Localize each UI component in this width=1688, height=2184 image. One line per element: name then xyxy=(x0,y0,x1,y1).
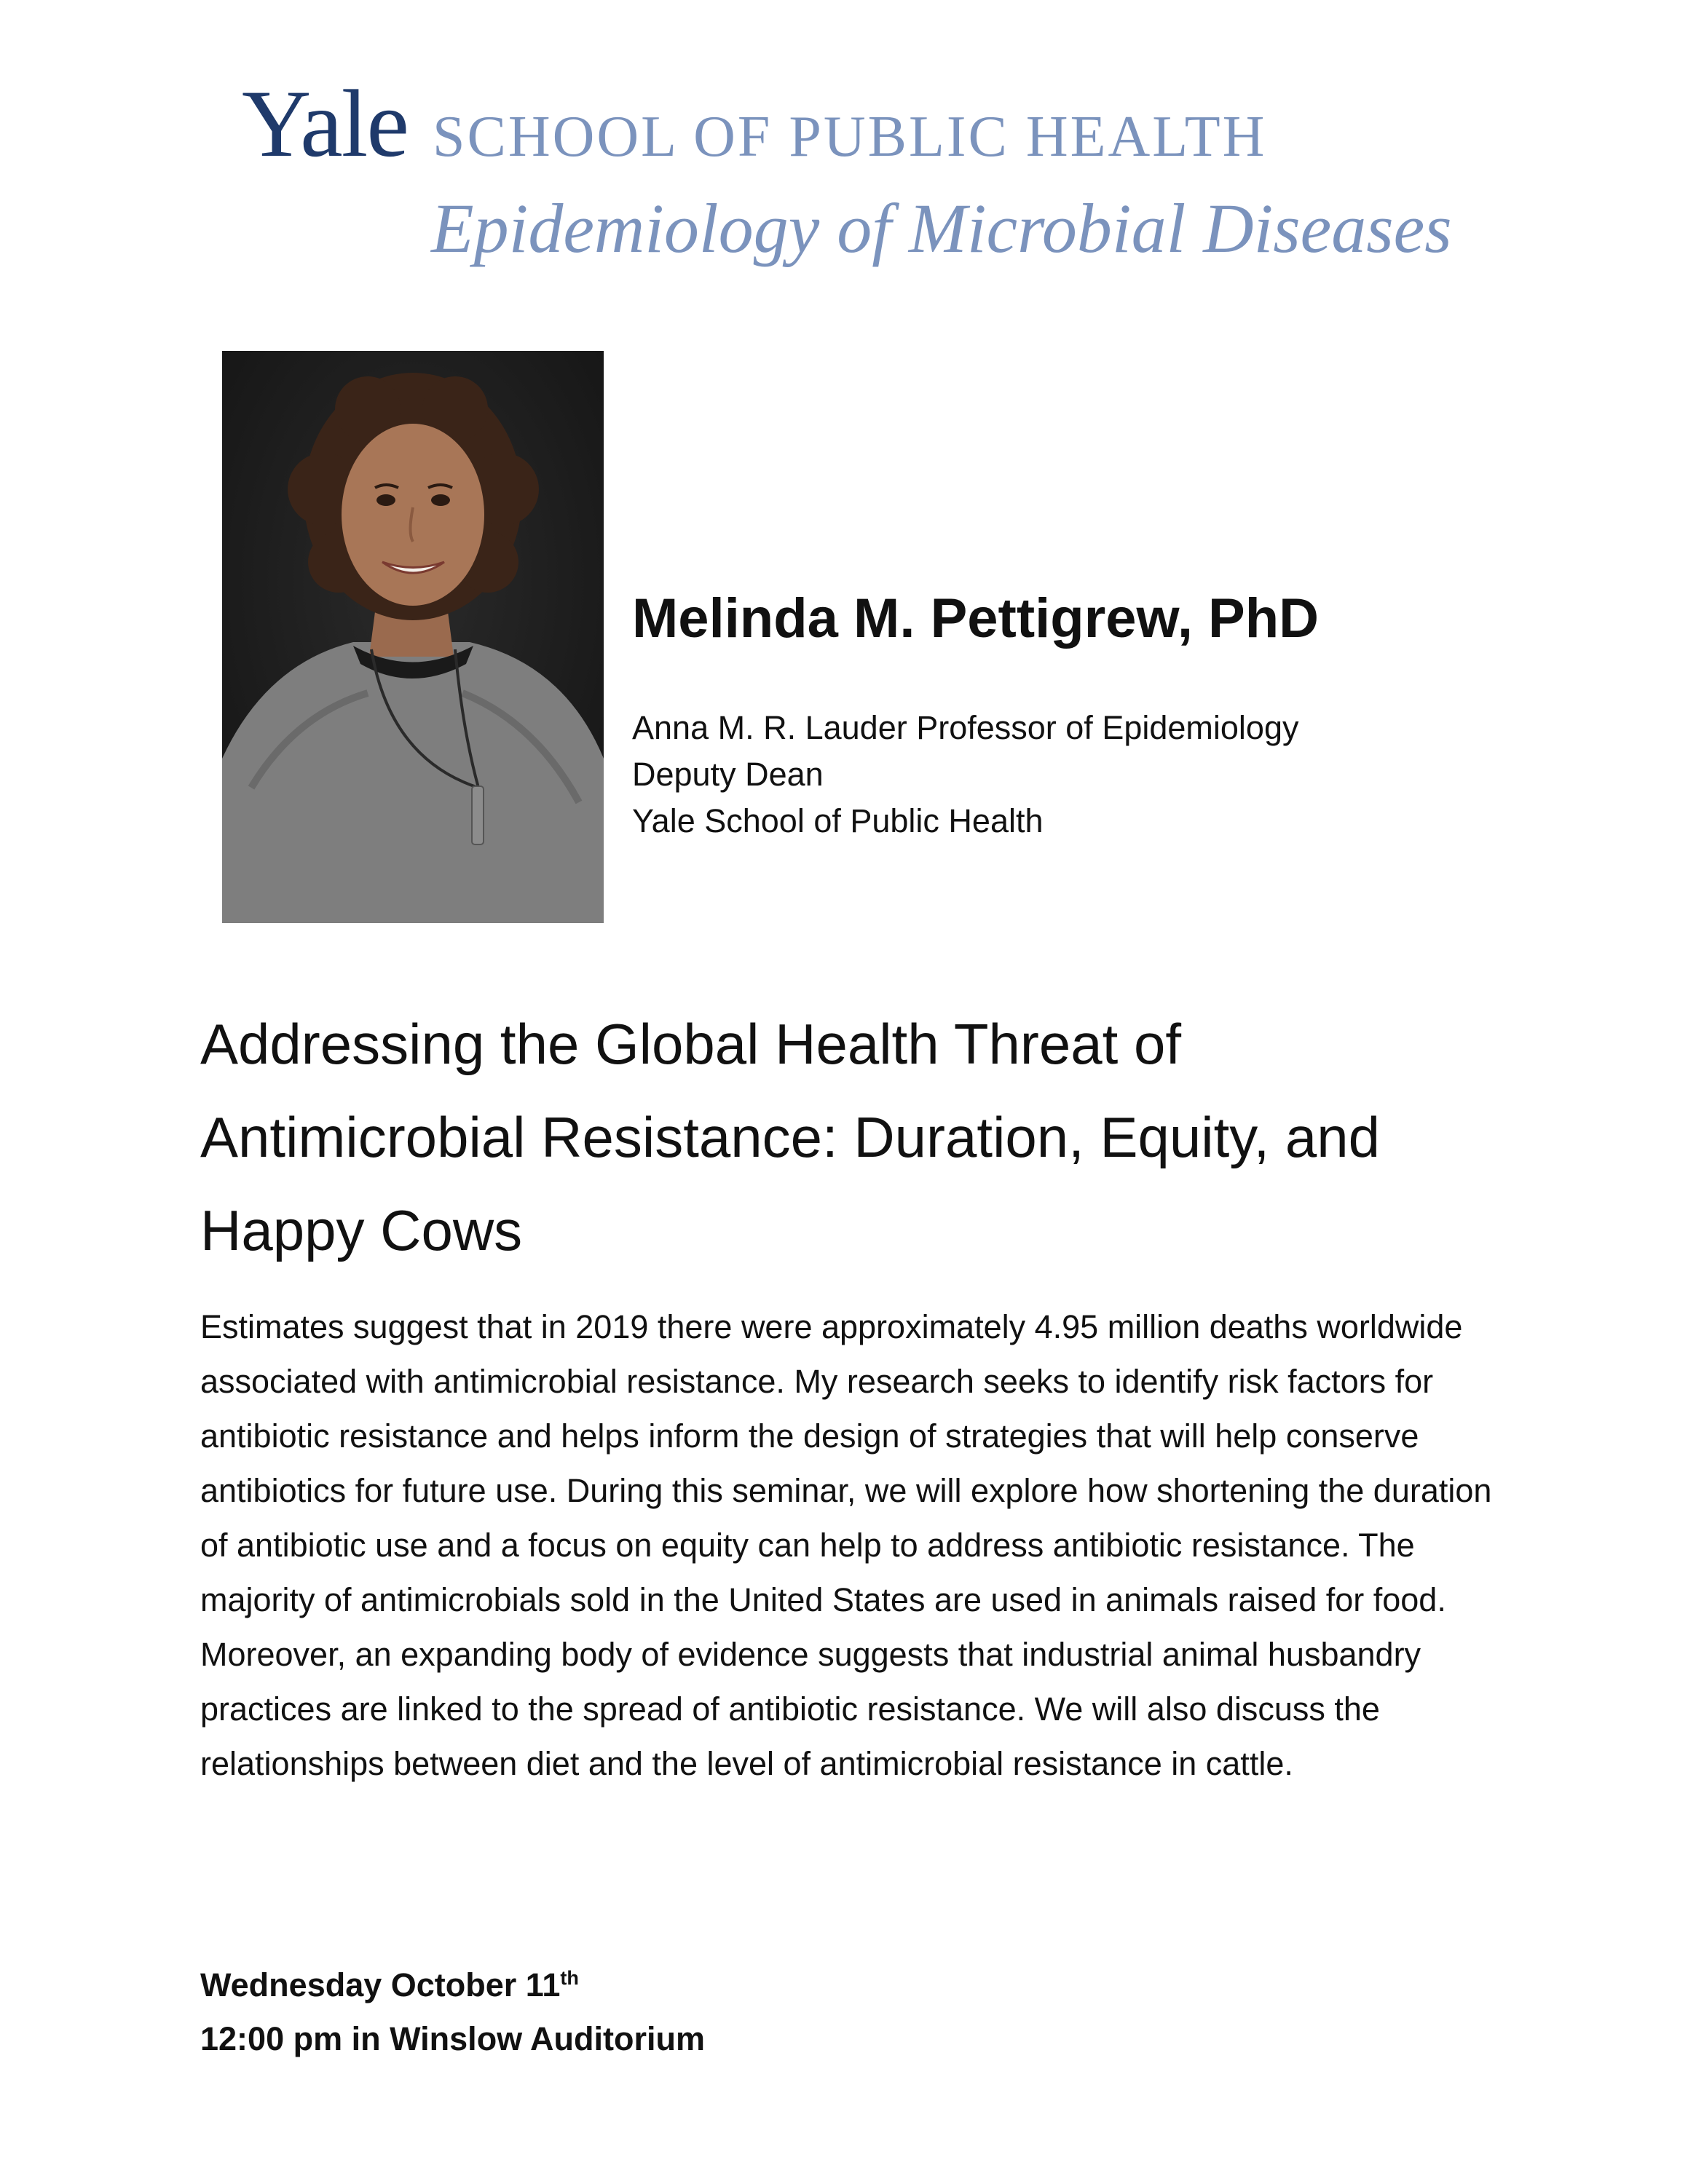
logo-yale-wordmark: Yale xyxy=(242,70,408,177)
speaker-titles xyxy=(632,705,1298,844)
department-name: Epidemiology of Microbial Diseases xyxy=(431,189,1452,267)
talk-abstract: Estimates suggest that in 2019 there were approximately 4.95 million deaths worldwide associated with antimicrobial resistance. My research seeks to identify risk factors for antibiotic resistance and helps inform the design of strategies that will help conserve antibiotics for future use. During this seminar, we will explore how shortening the duration of antibiotic use and a focus on equity can help to address antibiotic resistance. The majority of antimicrobials sold in the United States are used in animals raised for food. Moreover, an expanding body of evidence suggests that industrial animal husbandry practices are linked to the spread of antibiotic resistance. We will also discuss the relationships between diet and the level of antimicrobial resistance in cattle. xyxy=(200,1308,1492,1782)
logo-school-name: SCHOOL OF PUBLIC HEALTH xyxy=(433,105,1267,169)
speaker-name: Melinda M. Pettigrew, PhD xyxy=(632,587,1320,649)
event-date-line xyxy=(200,1958,705,2012)
speaker-title-affiliation: Yale School of Public Health xyxy=(632,802,1044,839)
speaker-title-role: Deputy Dean xyxy=(632,756,824,793)
event-date-suffix: th xyxy=(560,1967,579,1989)
event-time-location: 12:00 pm in Winslow Auditorium xyxy=(200,2020,705,2057)
speaker-photo xyxy=(222,351,604,923)
event-date: Wednesday October 11 xyxy=(200,1966,561,2003)
speaker-title-professorship: Anna M. R. Lauder Professor of Epidemiology xyxy=(632,709,1299,746)
event-info xyxy=(200,1958,705,2066)
talk-title: Addressing the Global Health Threat of Antimicrobial Resistance: Duration, Equity, and Happy Cows xyxy=(200,1012,1380,1262)
